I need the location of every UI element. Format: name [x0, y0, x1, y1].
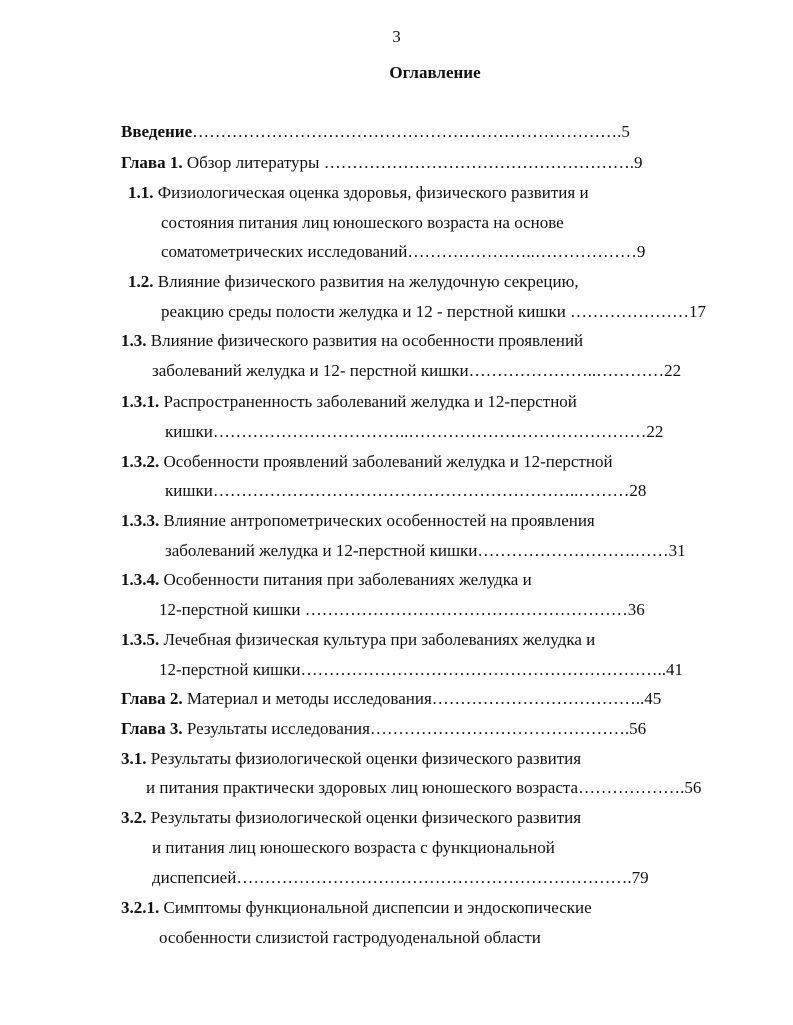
toc-line-1-3-1-end: кишки……………………………..……………………………………22 [165, 422, 664, 441]
toc-line-chapter-1: Глава 1. Обзор литературы ……………………………………………….9 [121, 153, 643, 172]
toc-page: 17 [689, 302, 707, 321]
toc-line-1-3-5-end: 12-перстной кишки………………………………………………………..41 [159, 660, 684, 679]
toc-line-chapter-2: Глава 2. Материал и методы исследования………………………………..45 [121, 689, 662, 708]
toc-line-3-2-1: 3.2.1. Симптомы функциональной диспепсии и эндоскопические [121, 898, 592, 917]
toc-line-3-2-cont: и питания лиц юношеского возраста с функциональной [152, 838, 555, 857]
toc-line-1-3-4-end: 12-перстной кишки …………………………………………………36 [159, 600, 645, 619]
toc-label: Введение [121, 122, 193, 141]
toc-line-1-1-end: соматометрических исследований…………………..………………9 [161, 242, 646, 261]
page-number: 3 [392, 27, 401, 46]
toc-line-1-1: 1.1. Физиологическая оценка здоровья, физического развития и [128, 183, 589, 202]
toc-page: 22 [646, 422, 664, 441]
toc-line-1-3-2-end: кишки………………………………………………………..………28 [165, 481, 647, 500]
toc-line-3-1-end: и питания практически здоровых лиц юношеского возраста……………….56 [146, 778, 702, 797]
toc-line-1-3-3: 1.3.3. Влияние антропометрических особенностей на проявления [121, 511, 595, 530]
toc-page: 31 [668, 541, 686, 560]
toc-line-1-3-1: 1.3.1. Распространенность заболеваний желудка и 12-перстной [121, 392, 577, 411]
toc-line-1-3: 1.3. Влияние физического развития на особенности проявлений [121, 331, 584, 350]
toc-page: 5 [621, 122, 630, 141]
page-title: Оглавление [389, 63, 481, 82]
toc-page: 9 [636, 242, 646, 261]
toc-line-1-3-4: 1.3.4. Особенности питания при заболеваниях желудка и [121, 570, 532, 589]
toc-page: 41 [666, 660, 684, 679]
toc-line-1-2: 1.2. Влияние физического развития на желудочную секрецию, [128, 272, 579, 291]
toc-line-1-3-2: 1.3.2. Особенности проявлений заболеваний желудка и 12-перстной [121, 452, 613, 471]
toc-line-3-2-end: диспепсией…………………………………………………………….79 [152, 868, 649, 887]
toc-page: 9 [633, 153, 643, 172]
toc-page: 56 [629, 719, 647, 738]
toc-line-1-3-end: заболеваний желудка и 12- перстной кишки…………………..…………22 [152, 361, 682, 380]
toc-line-3-2: 3.2. Результаты физиологической оценки физического развития [121, 808, 582, 827]
toc-line-1-2-end: реакцию среды полости желудка и 12 - перстной кишки …………………17 [161, 302, 707, 321]
toc-page: 22 [664, 361, 682, 380]
toc-page: 79 [631, 868, 649, 887]
toc-page: 28 [629, 481, 647, 500]
toc-line-3-2-1-cont: особенности слизистой гастродуоденальной области [159, 928, 541, 947]
toc-page: 56 [684, 778, 702, 797]
toc-page: 45 [644, 689, 662, 708]
toc-line-1-1-cont: состояния питания лиц юношеского возраста на основе [161, 213, 564, 232]
toc-line-chapter-3: Глава 3. Результаты исследования……………………………………….56 [121, 719, 647, 738]
toc-line-1-3-3-end: заболеваний желудка и 12-перстной кишки……………………….……31 [165, 541, 686, 560]
toc-line-introduction: Введение………………………………………………………………….5 [121, 122, 630, 141]
toc-line-3-1: 3.1. Результаты физиологической оценки физического развития [121, 749, 582, 768]
toc-page: 36 [627, 600, 645, 619]
toc-line-1-3-5: 1.3.5. Лечебная физическая культура при заболеваниях желудка и [121, 630, 596, 649]
